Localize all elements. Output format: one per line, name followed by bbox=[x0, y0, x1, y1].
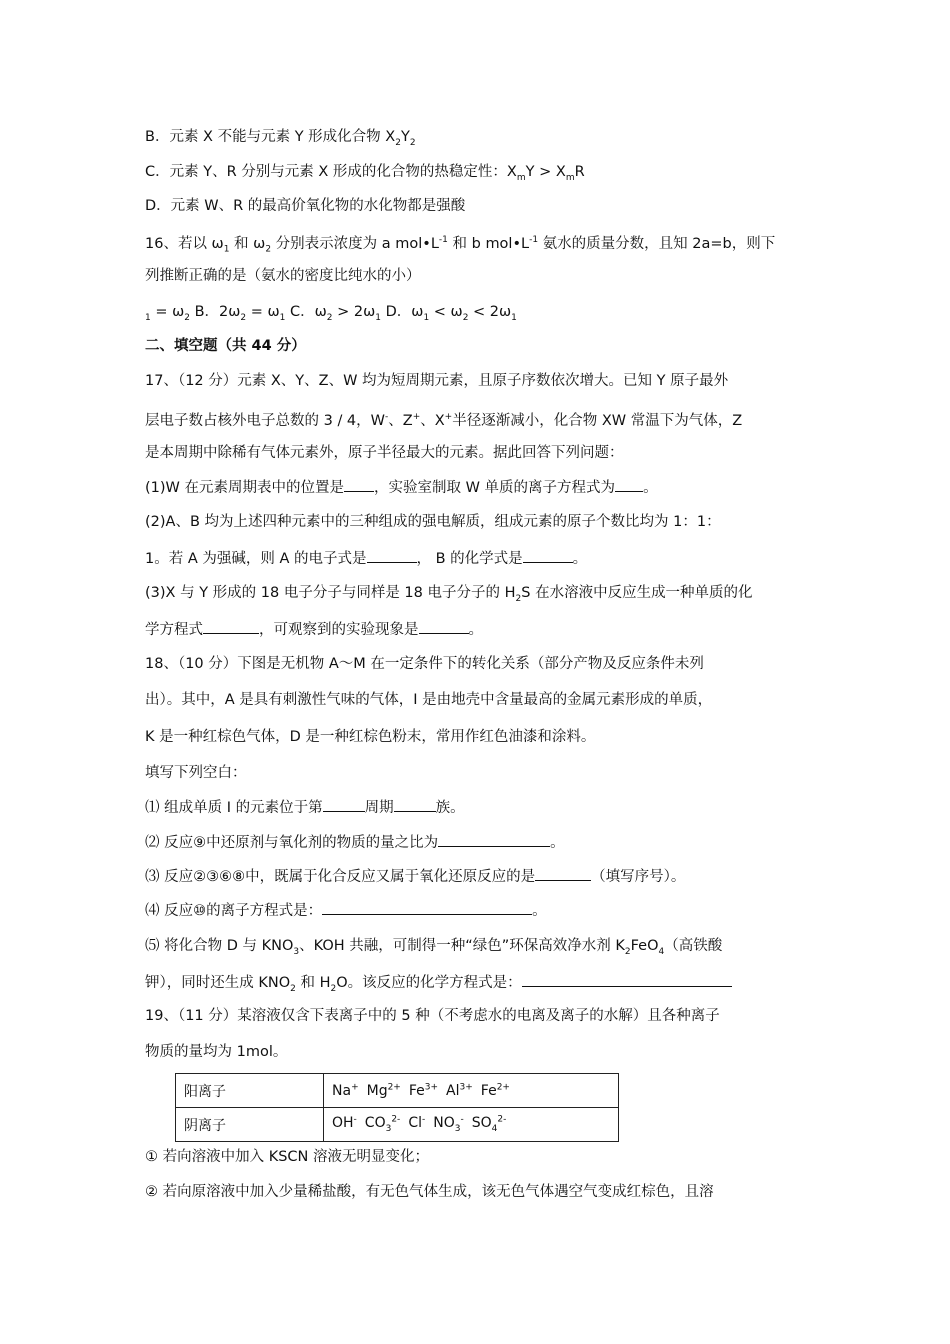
ion: $Fe^{3+}$ bbox=[408, 1082, 439, 1099]
cation-label: 阳离子 bbox=[176, 1074, 324, 1108]
q18-part-1: ⑴ 组成单质 I 的元素位于第 周期 族。 bbox=[145, 797, 465, 818]
ion: $CO_3^{2-}$ bbox=[364, 1114, 401, 1135]
answer-blank[interactable] bbox=[523, 548, 573, 563]
answer-blank[interactable] bbox=[522, 972, 732, 987]
q18-line-2: 出）。其中，A 是具有刺激性气味的气体，I 是由地壳中含量最高的金属元素形成的单质， bbox=[145, 692, 713, 708]
q17-part-2-line-2: 1。若 A 为强碱，则 A 的电子式是 ， B 的化学式是 。 bbox=[145, 548, 587, 569]
answer-blank[interactable] bbox=[323, 797, 365, 812]
q18-line-4: 填写下列空白： bbox=[145, 765, 247, 781]
answer-blank[interactable] bbox=[419, 619, 469, 634]
cation-list bbox=[324, 1074, 619, 1108]
q19-condition-1: ① 若向溶液中加入 KSCN 溶液无明显变化； bbox=[145, 1149, 430, 1165]
q17-part-2-line-1: (2)A、B 均为上述四种元素中的三种组成的强电解质，组成元素的原子个数比均为 1：1： bbox=[145, 514, 721, 530]
table-row bbox=[176, 1108, 619, 1142]
answer-blank[interactable] bbox=[438, 832, 550, 847]
q18-part-5-line-1: ⑸ 将化合物 D 与 $KNO_3$、KOH 共融，可制得一种“绿色”环保高效净水剂 $K_2FeO_4$（高铁酸 bbox=[145, 938, 723, 957]
ion: Cl- bbox=[408, 1114, 426, 1132]
ion: $Mg^{2+}$ bbox=[366, 1082, 401, 1099]
answer-blank[interactable] bbox=[394, 797, 436, 812]
q17-line-2: 层电子数占核外电子总数的 3 / 4，W-、Z+、X+半径逐渐减小，化合物 XW 常温下为气体，Z bbox=[145, 412, 743, 429]
q18-part-4: ⑷ 反应⑩的离子方程式是： 。 bbox=[145, 900, 547, 921]
ion: $NO_3^-$ bbox=[433, 1114, 464, 1135]
answer-blank[interactable] bbox=[344, 477, 374, 492]
q18-part-5-line-2: 钾），同时还生成 $KNO_2$ 和 $H_2O$。该反应的化学方程式是： bbox=[145, 972, 732, 999]
q17-line-1: 17、（12 分）元素 X、Y、Z、W 均为短周期元素，且原子序数依次增大。已知 Y 原子最外 bbox=[145, 373, 729, 389]
q18-part-2: ⑵ 反应⑨中还原剂与氧化剂的物质的量之比为 。 bbox=[145, 832, 565, 853]
question-16-options: $_1 = \omega_2$ B．$2\omega_2 = \omega_1$ C．$\omega_2 > 2\omega_1$ D．$\omega_1 < \omega_2 < 2\omega_1$ bbox=[145, 304, 517, 323]
ion: Na+ bbox=[332, 1082, 359, 1099]
q19-line-1: 19、（11 分）某溶液仅含下表离子中的 5 种（不考虑水的电离及离子的水解）且各种离子 bbox=[145, 1008, 720, 1024]
q19-line-2: 物质的量均为 1mol。 bbox=[145, 1044, 288, 1060]
q17-part-3-line-1: (3)X 与 Y 形成的 18 电子分子与同样是 18 电子分子的 $H_2S$ 在水溶液中反应生成一种单质的化 bbox=[145, 585, 753, 604]
section-heading: 二、填空题（共 44 分） bbox=[145, 338, 306, 354]
q18-part-3: ⑶ 反应②③⑥⑧中，既属于化合反应又属于氧化还原反应的是 （填写序号）。 bbox=[145, 866, 685, 887]
option-b: B．元素 X 不能与元素 Y 形成化合物 $X_2Y_2$ bbox=[145, 129, 416, 148]
q18-line-1: 18、（10 分）下图是无机物 A～M 在一定条件下的转化关系（部分产物及反应条件未列 bbox=[145, 656, 704, 672]
ion: $Fe^{2+}$ bbox=[480, 1082, 510, 1099]
question-16-line-1: 16、若以 $\omega_1$ 和 $\omega_2$ 分别表示浓度为 a $mol•L^{-1}$ 和 b $mol•L^{-1}$ 氨水的质量分数，且知 2a=b，则下 bbox=[145, 235, 776, 255]
ion-table bbox=[175, 1073, 619, 1142]
q17-line-3: 是本周期中除稀有气体元素外，原子半径最大的元素。据此回答下列问题： bbox=[145, 445, 624, 461]
anion-label: 阴离子 bbox=[176, 1108, 324, 1142]
ion: $SO_4^{2-}$ bbox=[471, 1114, 507, 1135]
option-c: C．元素 Y、R 分别与元素 X 形成的化合物的热稳定性：$X_mY > X_mR$ bbox=[145, 164, 585, 183]
question-16-line-2: 列推断正确的是（氨水的密度比纯水的小） bbox=[145, 268, 421, 284]
anion-list bbox=[324, 1108, 619, 1142]
option-d: D．元素 W、R 的最高价氧化物的水化物都是强酸 bbox=[145, 198, 466, 214]
answer-blank[interactable] bbox=[367, 548, 417, 563]
ion: OH- bbox=[332, 1114, 357, 1132]
answer-blank[interactable] bbox=[203, 619, 259, 634]
q17-part-3-line-2: 学方程式 ，可观察到的实验现象是 。 bbox=[145, 619, 483, 640]
q17-part-1: (1)W 在元素周期表中的位置是 ，实验室制取 W 单质的离子方程式为 。 bbox=[145, 477, 658, 498]
q19-condition-2: ② 若向原溶液中加入少量稀盐酸，有无色气体生成，该无色气体遇空气变成红棕色，且溶 bbox=[145, 1184, 714, 1200]
answer-blank[interactable] bbox=[615, 477, 643, 492]
answer-blank[interactable] bbox=[322, 900, 532, 915]
answer-blank[interactable] bbox=[535, 866, 591, 881]
ion: $Al^{3+}$ bbox=[446, 1082, 473, 1099]
table-row bbox=[176, 1074, 619, 1108]
q18-line-3: K 是一种红棕色气体，D 是一种红棕色粉末，常用作红色油漆和涂料。 bbox=[145, 729, 596, 745]
